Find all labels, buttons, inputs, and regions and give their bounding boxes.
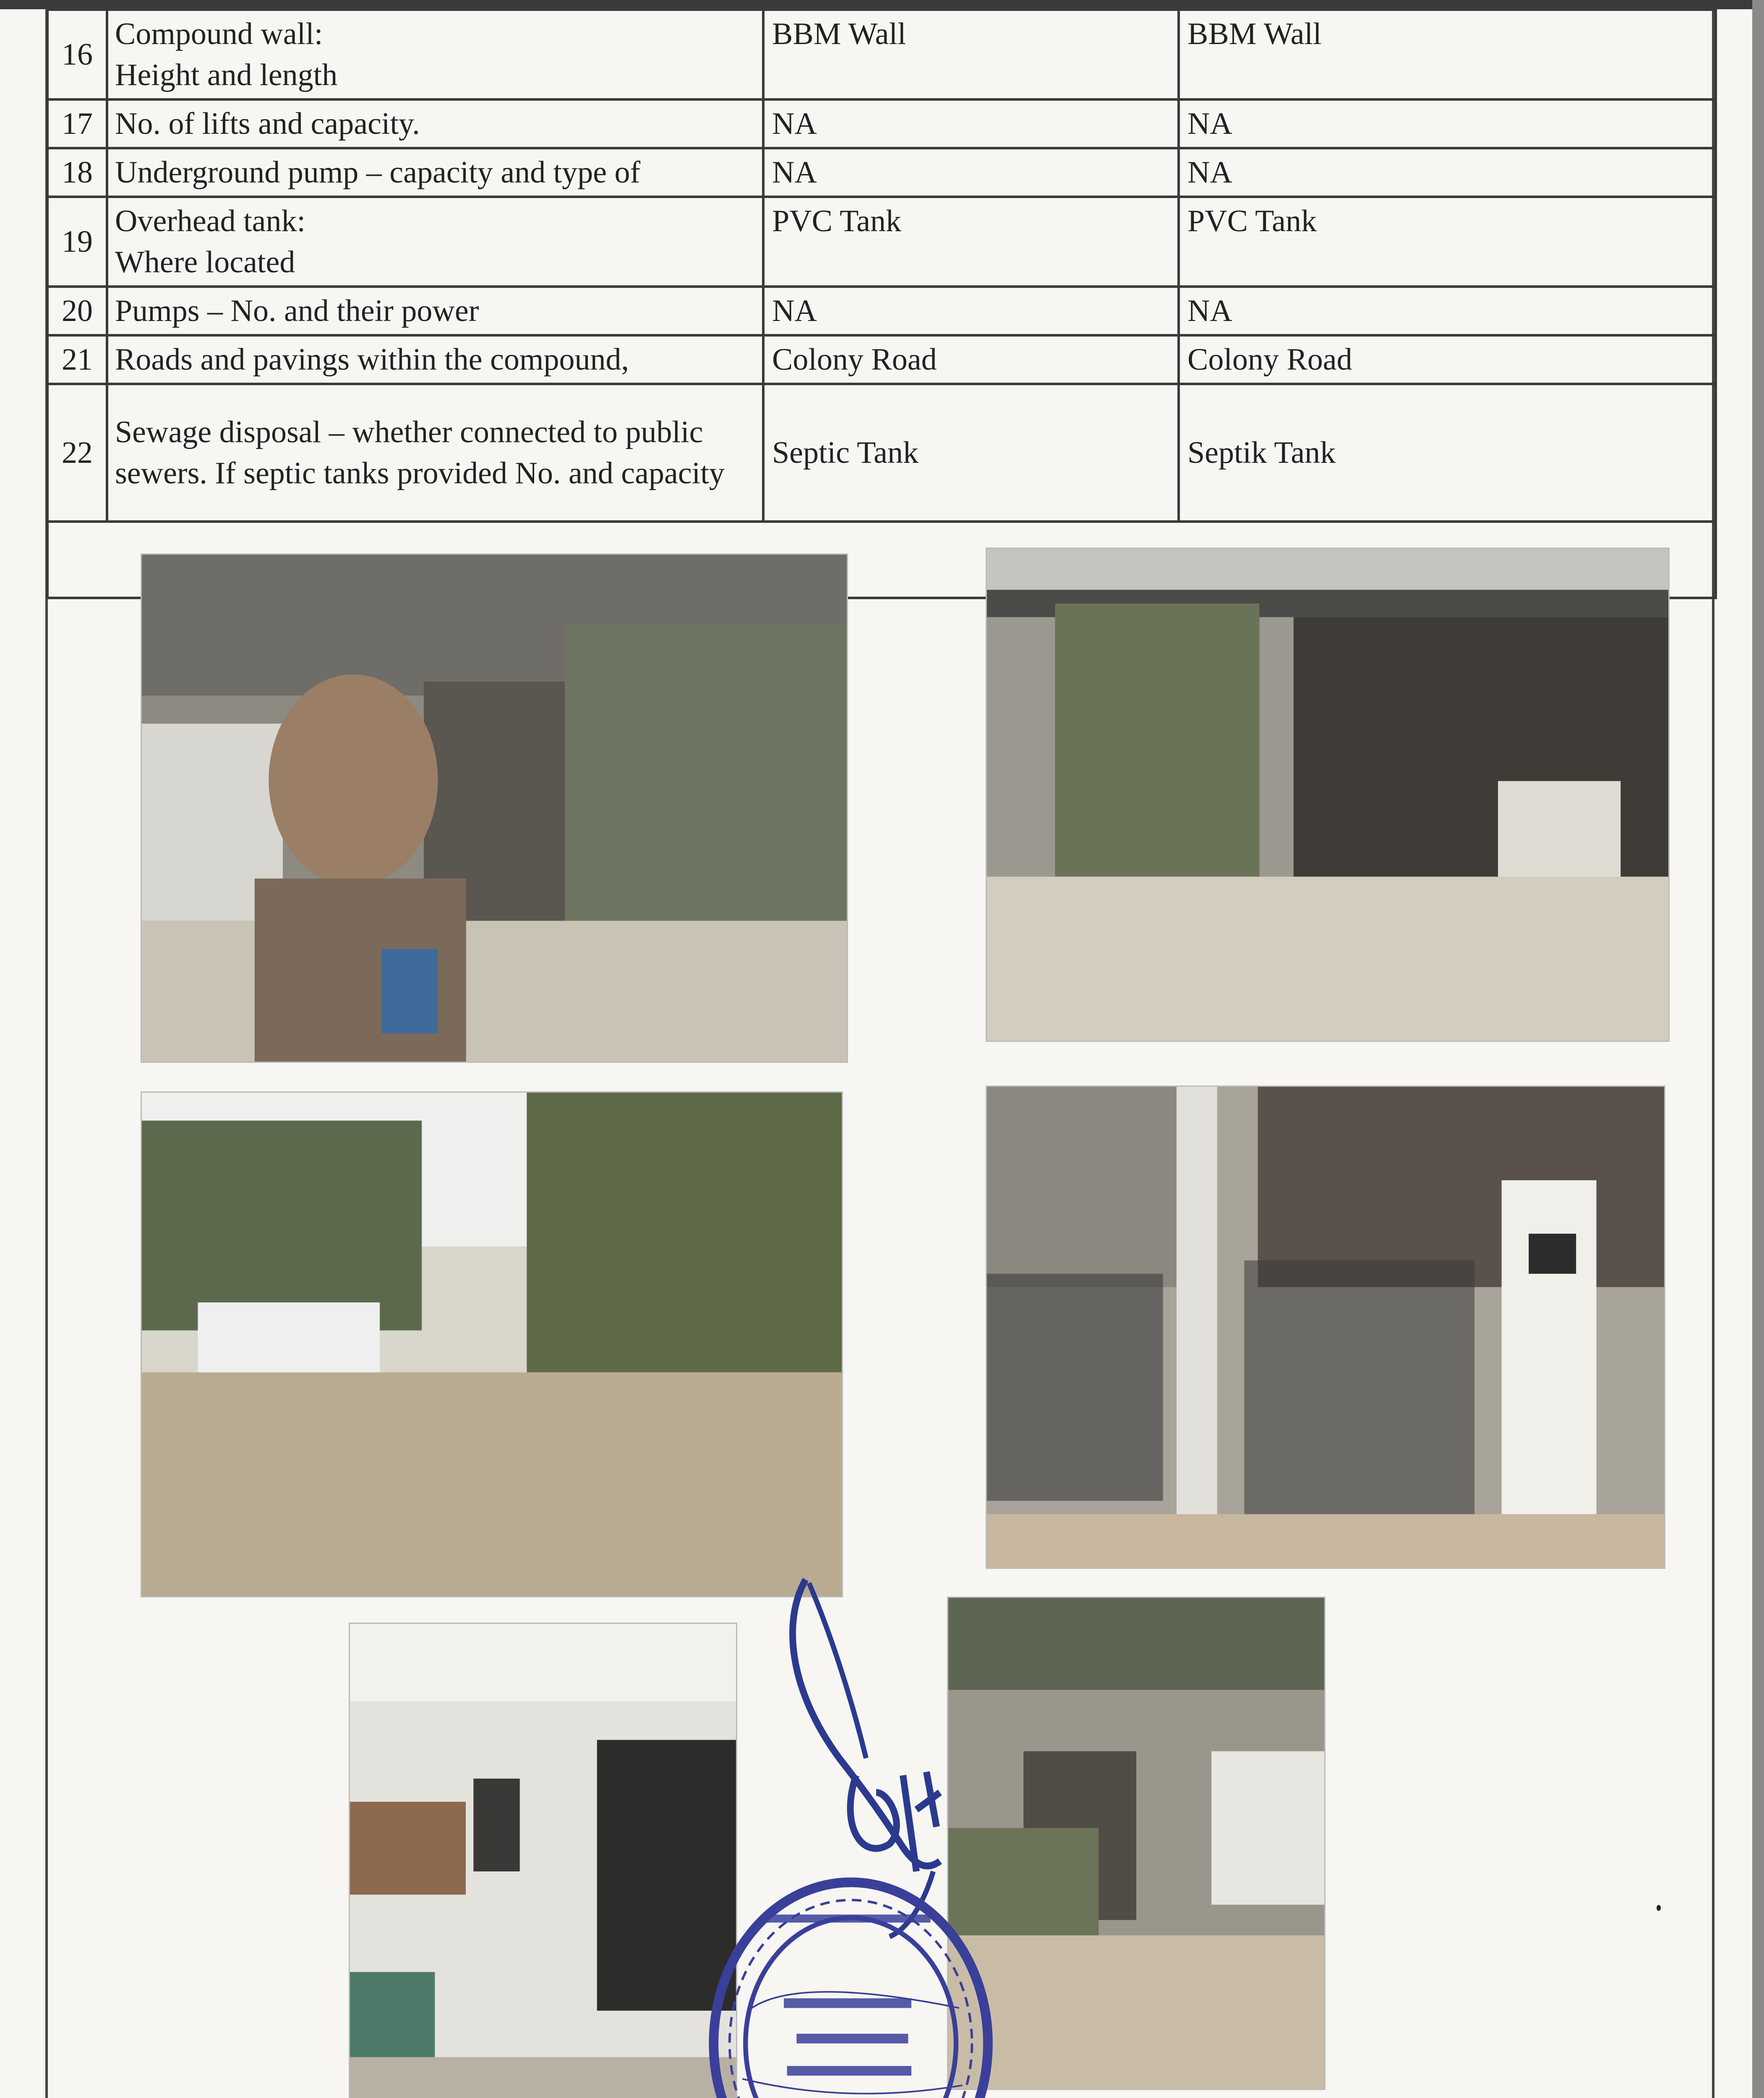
table-row xyxy=(47,335,1716,384)
table-row xyxy=(47,384,1716,522)
desc-line: Compound wall: xyxy=(115,17,323,51)
value-cell-1: NA xyxy=(763,148,1179,197)
value-cell-2: Septik Tank xyxy=(1179,384,1716,522)
value-cell-1: Septic Tank xyxy=(763,384,1179,522)
engineer-seal-stamp xyxy=(688,1821,1007,2098)
table-row xyxy=(47,99,1716,148)
site-photo-side-wall xyxy=(350,1624,736,2098)
value-cell-1: PVC Tank xyxy=(763,197,1179,287)
row-description xyxy=(107,384,763,522)
desc-line: Overhead tank: xyxy=(115,204,306,238)
table-row xyxy=(47,197,1716,287)
desc-line: Height and length xyxy=(115,58,338,92)
ink-dot xyxy=(1657,1905,1661,1911)
value-cell-1: BBM Wall xyxy=(763,10,1179,99)
row-description: Roads and pavings within the compound, xyxy=(107,335,763,384)
row-description xyxy=(107,10,763,99)
row-number: 21 xyxy=(47,335,107,384)
value-cell-1: NA xyxy=(763,99,1179,148)
site-photo-gates xyxy=(987,1087,1664,1568)
value-cell-2: Colony Road xyxy=(1179,335,1716,384)
table-row xyxy=(47,10,1716,99)
row-description: No. of lifts and capacity. xyxy=(107,99,763,148)
site-photo-selfie xyxy=(142,555,847,1062)
site-photo-house-front xyxy=(987,549,1668,1041)
value-cell-2: BBM Wall xyxy=(1179,10,1716,99)
row-description: Underground pump – capacity and type of xyxy=(107,148,763,197)
top-edge xyxy=(0,0,1764,9)
row-number: 18 xyxy=(47,148,107,197)
value-cell-2: NA xyxy=(1179,99,1716,148)
row-number: 16 xyxy=(47,10,107,99)
value-cell-1: NA xyxy=(763,287,1179,335)
value-cell-2: NA xyxy=(1179,287,1716,335)
value-cell-1: Colony Road xyxy=(763,335,1179,384)
row-description: Pumps – No. and their power xyxy=(107,287,763,335)
right-scan-edge xyxy=(1752,0,1764,2098)
row-number: 22 xyxy=(47,384,107,522)
row-number: 19 xyxy=(47,197,107,287)
value-cell-2: PVC Tank xyxy=(1179,197,1716,287)
site-photo-colony-road xyxy=(142,1093,842,1596)
row-description xyxy=(107,197,763,287)
specifications-table xyxy=(46,8,1717,599)
table-row xyxy=(47,148,1716,197)
desc-line: Sewage disposal – whether connected to public xyxy=(115,415,703,449)
row-number: 20 xyxy=(47,287,107,335)
value-cell-2: NA xyxy=(1179,148,1716,197)
table-row xyxy=(47,287,1716,335)
desc-line: Where located xyxy=(115,245,295,279)
row-number: 17 xyxy=(47,99,107,148)
desc-line: sewers. If septic tanks provided No. and capacity xyxy=(115,456,725,491)
